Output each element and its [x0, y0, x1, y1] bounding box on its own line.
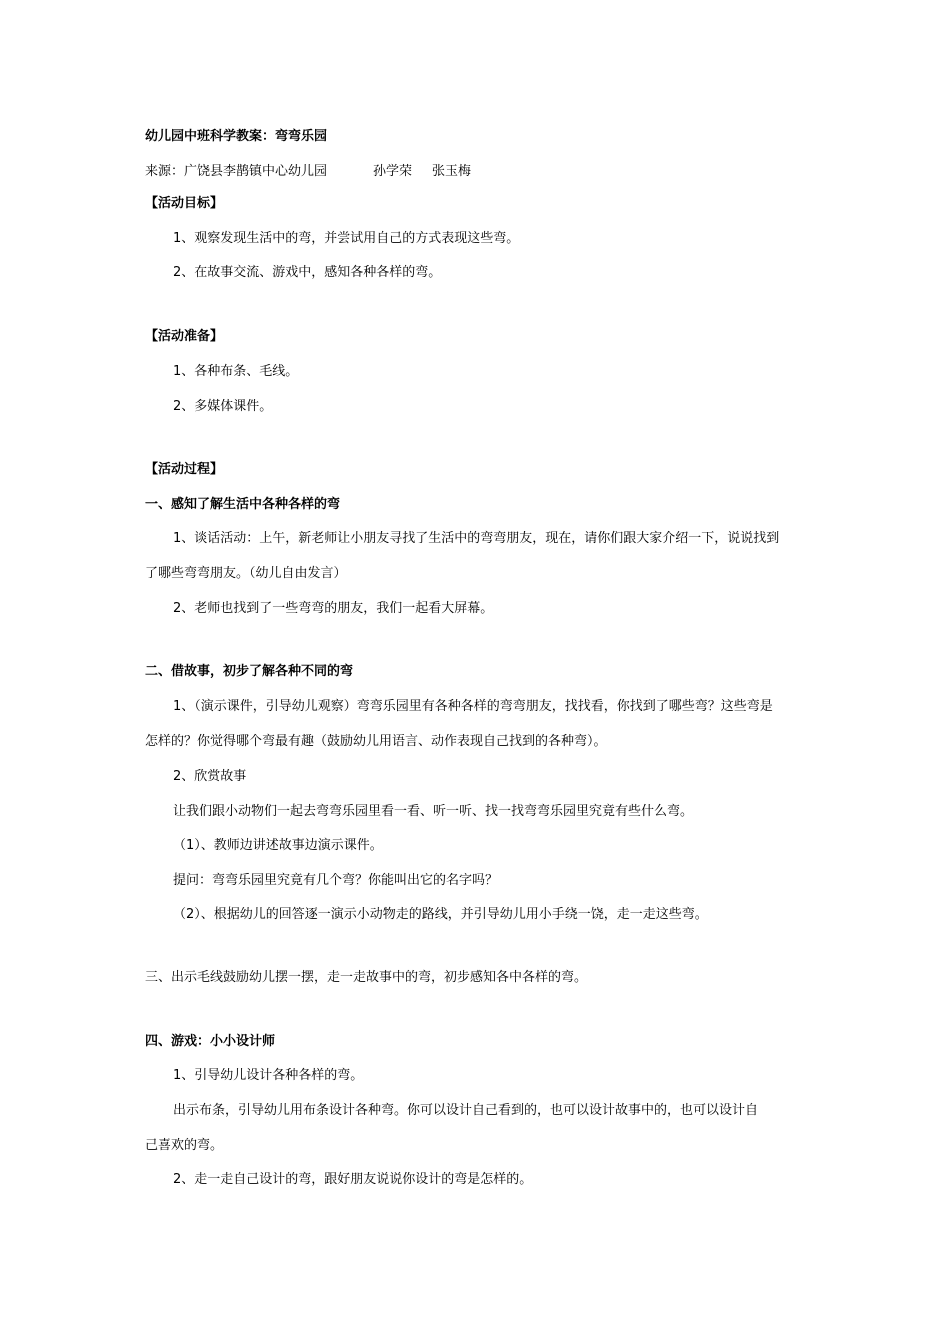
part1-paragraph: 1、谈话活动：上午，新老师让小朋友寻找了生活中的弯弯朋友，现在，请你们跟大家介绍一下，说说找到	[173, 531, 780, 546]
prep-heading: 【活动准备】	[145, 329, 224, 344]
source-label: 来源：广饶县李鹊镇中心幼儿园	[145, 164, 328, 179]
document-title: 幼儿园中班科学教案：弯弯乐园	[145, 129, 328, 144]
part2-paragraph: 怎样的？你觉得哪个弯最有趣（鼓励幼儿用语言、动作表现自己找到的各种弯）。	[145, 734, 607, 749]
source-line	[145, 163, 471, 181]
part4-paragraph: 1、引导幼儿设计各种各样的弯。	[173, 1068, 364, 1083]
part2-paragraph: （1）、教师边讲述故事边演示课件。	[173, 838, 383, 853]
part1-paragraph: 2、老师也找到了一些弯弯的朋友，我们一起看大屏幕。	[173, 601, 494, 616]
part2-paragraph: 1、（演示课件，引导幼儿观察）弯弯乐园里有各种各样的弯弯朋友，找找看，你找到了哪些弯？这些弯是	[173, 699, 773, 714]
part1-paragraph: 了哪些弯弯朋友。（幼儿自由发言）	[145, 566, 347, 581]
prep-item: 2、多媒体课件。	[173, 399, 273, 414]
part3-paragraph: 三、出示毛线鼓励幼儿摆一摆，走一走故事中的弯，初步感知各中各样的弯。	[145, 970, 588, 985]
part2-paragraph: 2、欣赏故事	[173, 769, 247, 784]
part4-paragraph: 出示布条，引导幼儿用布条设计各种弯。你可以设计自己看到的，也可以设计故事中的，也可以设计自	[173, 1103, 759, 1118]
part1-heading: 一、感知了解生活中各种各样的弯	[145, 497, 341, 512]
part4-paragraph: 己喜欢的弯。	[145, 1138, 224, 1153]
part2-heading: 二、借故事，初步了解各种不同的弯	[145, 664, 354, 679]
author-1: 孙学荣	[373, 164, 413, 179]
goal-item: 2、在故事交流、游戏中，感知各种各样的弯。	[173, 265, 442, 280]
part2-paragraph: （2）、根据幼儿的回答逐一演示小动物走的路线，并引导幼儿用小手绕一饶，走一走这些弯。	[173, 907, 708, 922]
prep-item: 1、各种布条、毛线。	[173, 364, 299, 379]
part4-paragraph: 2、走一走自己设计的弯，跟好朋友说说你设计的弯是怎样的。	[173, 1172, 533, 1187]
part2-paragraph: 让我们跟小动物们一起去弯弯乐园里看一看、听一听、找一找弯弯乐园里究竟有些什么弯。	[173, 804, 694, 819]
process-heading: 【活动过程】	[145, 462, 224, 477]
author-2: 张玉梅	[432, 164, 472, 179]
part4-heading: 四、游戏：小小设计师	[145, 1034, 276, 1049]
part2-paragraph: 提问：弯弯乐园里究竟有几个弯？你能叫出它的名字吗？	[173, 873, 499, 888]
goals-heading: 【活动目标】	[145, 196, 224, 211]
goal-item: 1、观察发现生活中的弯，并尝试用自己的方式表现这些弯。	[173, 231, 520, 246]
